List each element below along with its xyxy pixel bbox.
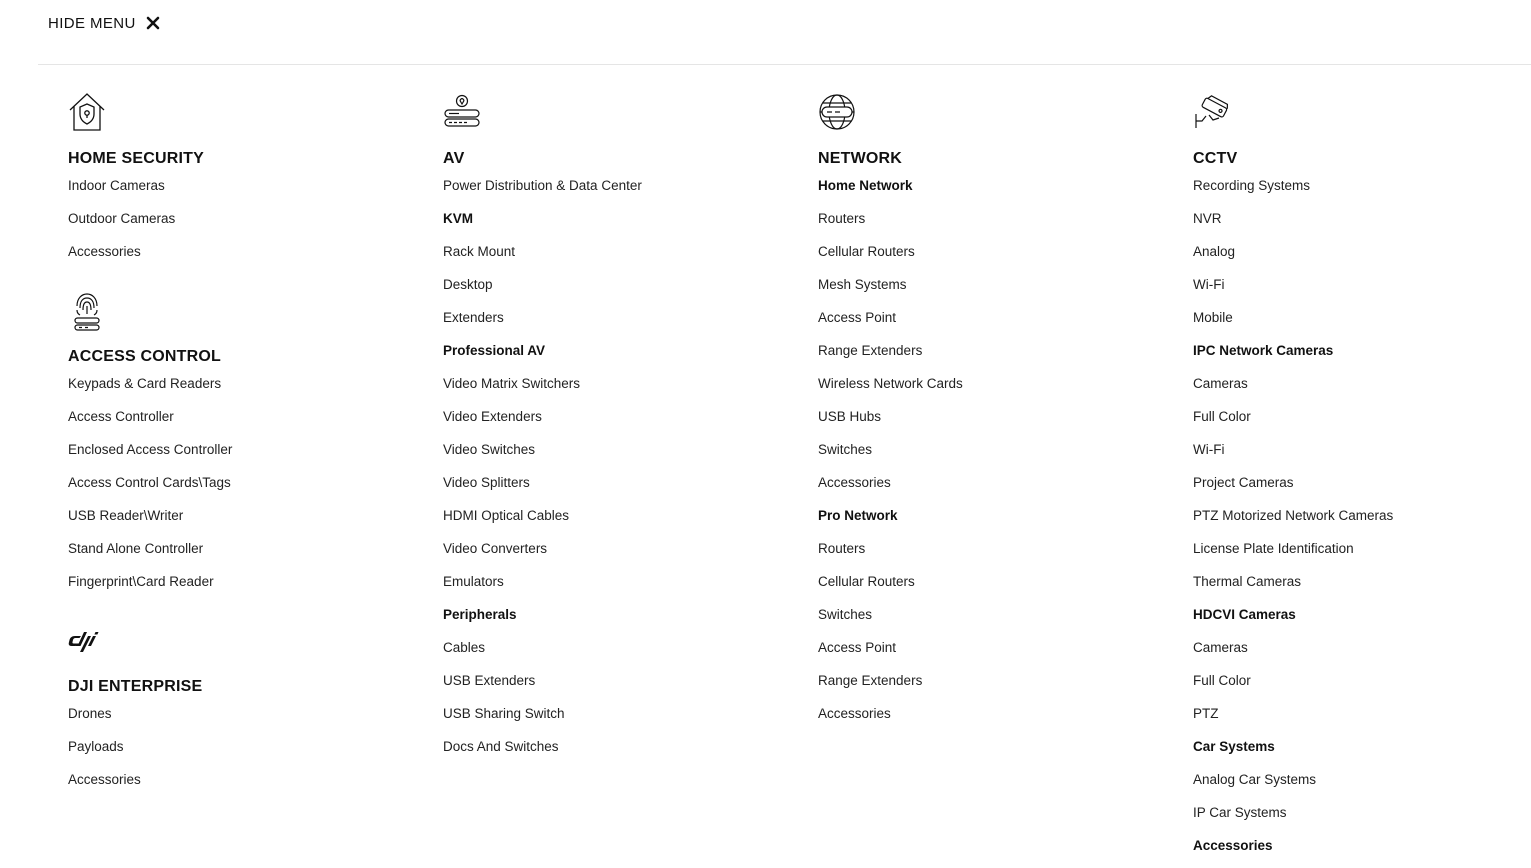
menu-link[interactable]: Access Controller bbox=[68, 409, 174, 424]
menu-link[interactable]: Full Color bbox=[1193, 673, 1251, 688]
hide-menu-label: HIDE MENU bbox=[48, 14, 136, 32]
globe-network-icon bbox=[818, 90, 856, 134]
menu-subheading-link[interactable]: Accessories bbox=[1193, 838, 1273, 853]
menu-link[interactable]: Emulators bbox=[443, 574, 504, 589]
menu-link[interactable]: Cellular Routers bbox=[818, 574, 915, 589]
menu-link[interactable]: USB Hubs bbox=[818, 409, 882, 424]
category-access-control bbox=[68, 288, 428, 604]
menu-subheading-link[interactable]: IPC Network Cameras bbox=[1193, 343, 1334, 358]
menu-link[interactable]: Routers bbox=[818, 541, 866, 556]
home-security-links bbox=[68, 175, 428, 274]
category-dji-enterprise bbox=[68, 618, 428, 802]
menu-link[interactable]: Video Matrix Switchers bbox=[443, 376, 581, 391]
menu-link[interactable]: Wi-Fi bbox=[1193, 277, 1225, 292]
menu-link[interactable]: Extenders bbox=[443, 310, 504, 325]
menu-column-2 bbox=[443, 90, 803, 769]
menu-subheading-link[interactable]: KVM bbox=[443, 211, 473, 226]
menu-link[interactable]: IP Car Systems bbox=[1193, 805, 1287, 820]
menu-link[interactable]: Enclosed Access Controller bbox=[68, 442, 233, 457]
menu-link[interactable]: Rack Mount bbox=[443, 244, 516, 259]
cctv-links bbox=[1193, 175, 1531, 868]
menu-link[interactable]: Analog Car Systems bbox=[1193, 772, 1317, 787]
menu-link[interactable]: Wireless Network Cards bbox=[818, 376, 963, 391]
menu-link[interactable]: Thermal Cameras bbox=[1193, 574, 1302, 589]
menu-link[interactable]: Accessories bbox=[818, 475, 891, 490]
menu-link[interactable]: Accessories bbox=[68, 244, 141, 259]
menu-link[interactable]: Docs And Switches bbox=[443, 739, 559, 754]
menu-link[interactable]: HDMI Optical Cables bbox=[443, 508, 570, 523]
menu-link[interactable]: Mobile bbox=[1193, 310, 1233, 325]
menu-link[interactable]: USB Sharing Switch bbox=[443, 706, 565, 721]
menu-subheading-link[interactable]: Peripherals bbox=[443, 607, 517, 622]
menu-link[interactable]: Range Extenders bbox=[818, 343, 923, 358]
hide-menu-button[interactable] bbox=[48, 13, 160, 33]
menu-link[interactable]: Routers bbox=[818, 211, 866, 226]
dji-logo-icon bbox=[68, 618, 106, 662]
av-rack-icon bbox=[443, 90, 481, 134]
menu-link[interactable]: Full Color bbox=[1193, 409, 1251, 424]
menu-subheading-link[interactable]: HDCVI Cameras bbox=[1193, 607, 1296, 622]
network-links bbox=[818, 175, 1178, 736]
category-home-security bbox=[68, 90, 428, 274]
menu-link[interactable]: Outdoor Cameras bbox=[68, 211, 176, 226]
menu-link[interactable]: Video Converters bbox=[443, 541, 548, 556]
menu-link[interactable]: Mesh Systems bbox=[818, 277, 907, 292]
category-network bbox=[818, 90, 1178, 736]
menu-link[interactable]: Keypads & Card Readers bbox=[68, 376, 222, 391]
menu-link[interactable]: Switches bbox=[818, 442, 873, 457]
category-title[interactable]: ACCESS CONTROL bbox=[68, 348, 222, 365]
close-icon[interactable] bbox=[146, 16, 160, 30]
menu-link[interactable]: Access Point bbox=[818, 310, 897, 325]
menu-link[interactable]: Wi-Fi bbox=[1193, 442, 1225, 457]
cctv-camera-icon bbox=[1193, 90, 1231, 134]
access-control-links bbox=[68, 373, 428, 604]
menu-link[interactable]: Accessories bbox=[68, 772, 141, 787]
dji-enterprise-links bbox=[68, 703, 428, 802]
menu-link[interactable]: Cameras bbox=[1193, 640, 1248, 655]
menu-link[interactable]: Accessories bbox=[818, 706, 891, 721]
menu-link[interactable]: Fingerprint\Card Reader bbox=[68, 574, 214, 589]
category-cctv bbox=[1193, 90, 1531, 868]
menu-subheading-link[interactable]: Professional AV bbox=[443, 343, 546, 358]
menu-link[interactable]: NVR bbox=[1193, 211, 1222, 226]
menu-link[interactable]: Access Control Cards\Tags bbox=[68, 475, 231, 490]
menu-link[interactable]: Desktop bbox=[443, 277, 493, 292]
category-av bbox=[443, 90, 803, 769]
menu-column-3 bbox=[818, 90, 1178, 736]
menu-link[interactable]: Video Switches bbox=[443, 442, 536, 457]
menu-link[interactable]: Video Extenders bbox=[443, 409, 542, 424]
menu-link[interactable]: Cables bbox=[443, 640, 486, 655]
menu-link[interactable]: Cameras bbox=[1193, 376, 1248, 391]
menu-link[interactable]: License Plate Identification bbox=[1193, 541, 1354, 556]
category-title[interactable]: CCTV bbox=[1193, 150, 1238, 167]
menu-link[interactable]: Video Splitters bbox=[443, 475, 530, 490]
menu-column-4 bbox=[1193, 90, 1531, 868]
menu-subheading-link[interactable]: Pro Network bbox=[818, 508, 898, 523]
menu-header bbox=[0, 0, 1531, 64]
av-links bbox=[443, 175, 803, 769]
menu-link[interactable]: Recording Systems bbox=[1193, 178, 1311, 193]
header-divider bbox=[38, 64, 1531, 65]
category-title[interactable]: HOME SECURITY bbox=[68, 150, 204, 167]
fingerprint-icon bbox=[68, 288, 106, 332]
menu-link[interactable]: Indoor Cameras bbox=[68, 178, 165, 193]
category-title[interactable]: AV bbox=[443, 150, 465, 167]
menu-link[interactable]: Cellular Routers bbox=[818, 244, 915, 259]
menu-column-1 bbox=[68, 90, 428, 802]
menu-link[interactable]: PTZ bbox=[1193, 706, 1219, 721]
menu-link[interactable]: Stand Alone Controller bbox=[68, 541, 204, 556]
category-title[interactable]: DJI ENTERPRISE bbox=[68, 678, 203, 695]
home-security-icon bbox=[68, 90, 106, 134]
menu-link[interactable]: Power Distribution & Data Center bbox=[443, 178, 642, 193]
menu-link[interactable]: USB Reader\Writer bbox=[68, 508, 184, 523]
menu-link[interactable]: Analog bbox=[1193, 244, 1236, 259]
menu-link[interactable]: Drones bbox=[68, 706, 112, 721]
menu-link[interactable]: Access Point bbox=[818, 640, 897, 655]
menu-link[interactable]: Project Cameras bbox=[1193, 475, 1294, 490]
menu-subheading-link[interactable]: Car Systems bbox=[1193, 739, 1275, 754]
menu-link[interactable]: USB Extenders bbox=[443, 673, 536, 688]
category-title[interactable]: NETWORK bbox=[818, 150, 903, 167]
menu-link[interactable]: Switches bbox=[818, 607, 873, 622]
menu-link[interactable]: PTZ Motorized Network Cameras bbox=[1193, 508, 1394, 523]
menu-subheading-link[interactable]: Home Network bbox=[818, 178, 913, 193]
menu-link[interactable]: Range Extenders bbox=[818, 673, 923, 688]
menu-link[interactable]: Payloads bbox=[68, 739, 124, 754]
